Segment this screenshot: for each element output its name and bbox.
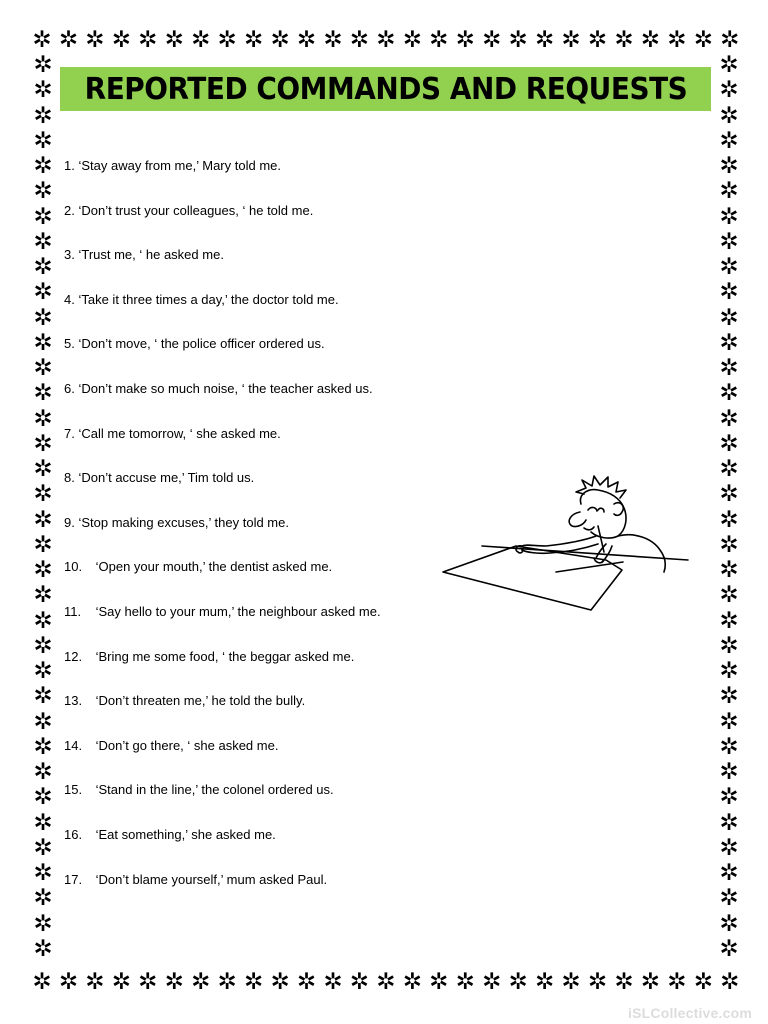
snowflake-border-icon: ✲	[33, 380, 53, 407]
watermark: iSLCollective.com	[628, 1005, 752, 1021]
snowflake-border-icon: ✲	[720, 27, 740, 53]
snowflake-border-icon: ✲	[33, 355, 53, 381]
item-text: ‘Stay away from me,’ Mary told me.	[78, 158, 281, 173]
list-item	[64, 646, 434, 691]
snowflake-border-icon: ✲	[534, 27, 555, 53]
snowflake-border-icon: ✲	[33, 784, 53, 811]
snowflake-border-icon: ✲	[693, 969, 713, 995]
snowflake-border-icon: ✲	[33, 481, 53, 508]
snowflake-border-icon: ✲	[719, 935, 739, 962]
snowflake-border-icon: ✲	[33, 506, 53, 533]
snowflake-border-icon: ✲	[719, 456, 739, 482]
item-text: ‘Open your mouth,’ the dentist asked me.	[95, 559, 333, 575]
snowflake-border-icon: ✲	[33, 632, 53, 659]
snowflake-border-icon: ✲	[33, 102, 53, 129]
snowflake-border-icon: ✲	[719, 860, 739, 886]
student-writing-illustration	[438, 474, 690, 614]
snowflake-border-icon: ✲	[243, 969, 264, 995]
list-item	[64, 467, 434, 512]
list-item	[64, 824, 434, 869]
item-text: ‘Don’t accuse me,’ Tim told us.	[78, 470, 255, 486]
snowflake-border-icon: ✲	[508, 27, 528, 53]
item-number: 5.	[64, 336, 75, 352]
list-item	[64, 244, 434, 289]
snowflake-border-icon: ✲	[376, 969, 396, 995]
list-item	[64, 601, 434, 646]
snowflake-border-icon: ✲	[32, 27, 52, 53]
snowflake-border-icon: ✲	[33, 304, 53, 331]
snowflake-border-icon: ✲	[455, 27, 475, 53]
snowflake-border-icon: ✲	[719, 127, 739, 154]
snowflake-border-icon: ✲	[349, 969, 370, 995]
item-text: ‘Don’t make so much noise, ‘ the teacher asked us.	[78, 380, 373, 396]
item-text: ‘Don’t trust your colleagues, ‘ he told me.	[78, 202, 314, 218]
snowflake-border-icon: ✲	[33, 279, 53, 306]
snowflake-border-icon: ✲	[296, 969, 317, 995]
snowflake-border-icon: ✲	[719, 481, 739, 508]
snowflake-border-icon: ✲	[323, 969, 343, 995]
border-bottom	[30, 969, 742, 995]
snowflake-border-icon: ✲	[719, 683, 739, 710]
item-number: 14.	[64, 737, 83, 753]
list-item	[64, 869, 434, 914]
snowflake-border-icon: ✲	[429, 969, 449, 995]
snowflake-border-icon: ✲	[32, 969, 52, 995]
snowflake-border-icon: ✲	[640, 969, 661, 995]
item-number: 2.	[64, 202, 75, 218]
snowflake-border-icon: ✲	[719, 329, 739, 356]
snowflake-border-icon: ✲	[349, 27, 370, 53]
snowflake-border-icon: ✲	[111, 969, 131, 995]
snowflake-border-icon: ✲	[85, 27, 105, 53]
list-item	[64, 779, 434, 824]
snowflake-border-icon: ✲	[33, 834, 53, 861]
snowflake-border-icon: ✲	[719, 102, 739, 129]
border-right	[716, 54, 742, 960]
snowflake-border-icon: ✲	[33, 430, 53, 457]
item-number: 7.	[64, 425, 75, 441]
snowflake-border-icon: ✲	[33, 228, 53, 255]
snowflake-border-icon: ✲	[33, 127, 53, 154]
item-text: ‘Say hello to your mum,’ the neighbour asked me.	[95, 603, 381, 619]
snowflake-border-icon: ✲	[640, 27, 661, 53]
snowflake-border-icon: ✲	[33, 254, 53, 280]
snowflake-border-icon: ✲	[243, 27, 264, 53]
item-text: ‘Eat something,’ she asked me.	[95, 826, 276, 842]
item-text: ‘Don’t move, ‘ the police officer ordered us.	[78, 336, 325, 352]
snowflake-border-icon: ✲	[323, 27, 343, 53]
snowflake-border-icon: ✲	[33, 203, 53, 230]
worksheet-title: REPORTED COMMANDS AND REQUESTS	[84, 71, 687, 107]
list-item	[64, 512, 434, 557]
snowflake-border-icon: ✲	[138, 27, 158, 53]
item-number: 3.	[64, 247, 75, 263]
snowflake-border-icon: ✲	[33, 531, 53, 558]
snowflake-border-icon: ✲	[111, 27, 131, 53]
list-item	[64, 735, 434, 780]
snowflake-border-icon: ✲	[164, 969, 184, 995]
item-number: 13.	[64, 693, 83, 709]
snowflake-border-icon: ✲	[720, 969, 740, 995]
snowflake-border-icon: ✲	[33, 683, 53, 710]
snowflake-border-icon: ✲	[33, 178, 53, 205]
snowflake-border-icon: ✲	[719, 430, 739, 457]
list-item	[64, 378, 434, 423]
snowflake-border-icon: ✲	[33, 733, 53, 760]
snowflake-border-icon: ✲	[33, 658, 53, 684]
item-number: 11.	[64, 603, 82, 619]
snowflake-border-icon: ✲	[534, 969, 555, 995]
list-item	[64, 423, 434, 468]
snowflake-border-icon: ✲	[719, 910, 739, 937]
snowflake-border-icon: ✲	[719, 531, 739, 558]
snowflake-border-icon: ✲	[719, 557, 739, 583]
snowflake-border-icon: ✲	[719, 784, 739, 811]
item-number: 12.	[64, 648, 83, 664]
snowflake-border-icon: ✲	[719, 405, 739, 432]
snowflake-border-icon: ✲	[719, 733, 739, 760]
snowflake-border-icon: ✲	[402, 969, 422, 995]
snowflake-border-icon: ✲	[587, 969, 608, 995]
snowflake-border-icon: ✲	[33, 582, 53, 609]
list-item	[64, 333, 434, 378]
snowflake-border-icon: ✲	[376, 27, 396, 53]
snowflake-border-icon: ✲	[508, 969, 528, 995]
snowflake-border-icon: ✲	[58, 27, 79, 53]
snowflake-border-icon: ✲	[719, 355, 739, 381]
snowflake-border-icon: ✲	[719, 582, 739, 609]
snowflake-border-icon: ✲	[719, 607, 739, 634]
snowflake-border-icon: ✲	[614, 969, 634, 995]
snowflake-border-icon: ✲	[719, 834, 739, 861]
snowflake-border-icon: ✲	[719, 153, 739, 179]
snowflake-border-icon: ✲	[719, 203, 739, 230]
snowflake-border-icon: ✲	[719, 506, 739, 533]
snowflake-border-icon: ✲	[719, 77, 739, 104]
item-number: 16.	[64, 826, 83, 842]
snowflake-border-icon: ✲	[191, 969, 211, 995]
list-item	[64, 690, 434, 735]
snowflake-border-icon: ✲	[719, 254, 739, 280]
item-text: ‘Call me tomorrow, ‘ she asked me.	[78, 425, 281, 441]
snowflake-border-icon: ✲	[561, 27, 581, 53]
item-number: 9.	[64, 514, 75, 530]
snowflake-border-icon: ✲	[33, 607, 53, 634]
snowflake-border-icon: ✲	[33, 708, 53, 735]
snowflake-border-icon: ✲	[296, 27, 317, 53]
snowflake-border-icon: ✲	[217, 27, 237, 53]
snowflake-border-icon: ✲	[719, 759, 739, 785]
snowflake-border-icon: ✲	[33, 935, 53, 962]
snowflake-border-icon: ✲	[33, 557, 53, 583]
snowflake-border-icon: ✲	[33, 885, 53, 912]
snowflake-border-icon: ✲	[138, 969, 158, 995]
snowflake-border-icon: ✲	[33, 910, 53, 937]
snowflake-border-icon: ✲	[33, 77, 53, 104]
snowflake-border-icon: ✲	[33, 52, 53, 78]
snowflake-border-icon: ✲	[719, 52, 739, 78]
snowflake-border-icon: ✲	[217, 969, 237, 995]
list-item	[64, 556, 434, 601]
title-banner	[60, 67, 711, 111]
snowflake-border-icon: ✲	[719, 380, 739, 407]
item-number: 8.	[64, 470, 75, 486]
snowflake-border-icon: ✲	[429, 27, 449, 53]
snowflake-border-icon: ✲	[455, 969, 475, 995]
snowflake-border-icon: ✲	[693, 27, 713, 53]
snowflake-border-icon: ✲	[719, 228, 739, 255]
snowflake-border-icon: ✲	[719, 178, 739, 205]
snowflake-border-icon: ✲	[85, 969, 105, 995]
snowflake-border-icon: ✲	[33, 860, 53, 886]
snowflake-border-icon: ✲	[33, 405, 53, 432]
item-number: 1.	[64, 158, 75, 173]
snowflake-border-icon: ✲	[402, 27, 422, 53]
item-text: ‘Don’t go there, ‘ she asked me.	[95, 737, 279, 753]
snowflake-border-icon: ✲	[719, 632, 739, 659]
snowflake-border-icon: ✲	[191, 27, 211, 53]
snowflake-border-icon: ✲	[614, 27, 634, 53]
snowflake-border-icon: ✲	[482, 969, 502, 995]
snowflake-border-icon: ✲	[667, 27, 687, 53]
snowflake-border-icon: ✲	[270, 27, 290, 53]
snowflake-border-icon: ✲	[33, 456, 53, 482]
item-number: 4.	[64, 291, 75, 307]
snowflake-border-icon: ✲	[164, 27, 184, 53]
snowflake-border-icon: ✲	[719, 658, 739, 684]
item-text: ‘Trust me, ‘ he asked me.	[78, 247, 224, 263]
snowflake-border-icon: ✲	[719, 304, 739, 331]
item-number: 6.	[64, 380, 75, 396]
snowflake-border-icon: ✲	[587, 27, 608, 53]
item-text: ‘Don’t threaten me,’ he told the bully.	[95, 693, 306, 709]
snowflake-border-icon: ✲	[719, 708, 739, 735]
snowflake-border-icon: ✲	[719, 885, 739, 912]
snowflake-border-icon: ✲	[33, 329, 53, 356]
list-item	[64, 289, 434, 334]
snowflake-border-icon: ✲	[719, 809, 739, 836]
snowflake-border-icon: ✲	[719, 279, 739, 306]
snowflake-border-icon: ✲	[33, 759, 53, 785]
item-text: ‘Bring me some food, ‘ the beggar asked me.	[95, 648, 355, 664]
item-text: ‘Take it three times a day,’ the doctor told me.	[78, 291, 339, 307]
snowflake-border-icon: ✲	[561, 969, 581, 995]
list-item	[64, 200, 434, 245]
item-number: 15.	[64, 782, 83, 798]
item-text: ‘Stop making excuses,’ they told me.	[78, 514, 289, 530]
snowflake-border-icon: ✲	[667, 969, 687, 995]
border-left	[30, 54, 56, 960]
snowflake-border-icon: ✲	[33, 809, 53, 836]
snowflake-border-icon: ✲	[33, 153, 53, 179]
snowflake-border-icon: ✲	[482, 27, 502, 53]
list-item	[64, 155, 434, 200]
item-number: 10.	[64, 559, 83, 575]
snowflake-border-icon: ✲	[270, 969, 290, 995]
item-number: 17.	[64, 871, 83, 887]
item-text: ‘Don’t blame yourself,’ mum asked Paul.	[95, 871, 328, 887]
snowflake-border-icon: ✲	[58, 969, 79, 995]
border-top	[30, 27, 742, 53]
sentence-list	[64, 155, 434, 913]
item-text: ‘Stand in the line,’ the colonel ordered us.	[95, 782, 334, 798]
